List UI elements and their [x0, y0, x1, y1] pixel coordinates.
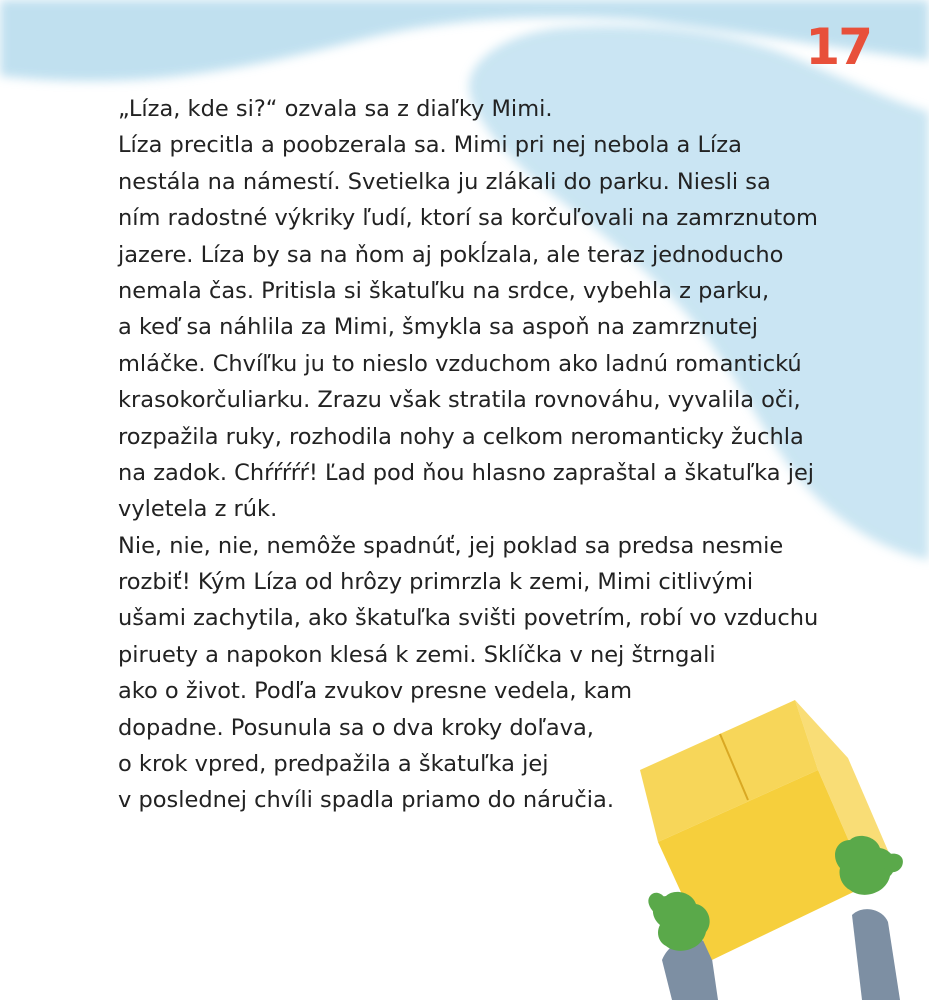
story-line: ušami zachytila, ako škatuľka svišti povetrím, robí vo vzduchu: [118, 605, 819, 632]
story-line: krasokorčuliarku. Zrazu však stratila rovnováhu, vyvalila oči,: [118, 387, 801, 414]
story-line: a keď sa náhlila za Mimi, šmykla sa aspoň na zamrznutej: [118, 314, 759, 341]
story-line: na zadok. Chŕŕŕŕŕ! Ľad pod ňou hlasno zapraštal a škatuľka jej: [118, 459, 815, 486]
story-line: vyletela z rúk.: [118, 496, 278, 523]
story-line: nemala čas. Pritisla si škatuľku na srdce, vybehla z parku,: [118, 277, 770, 304]
right-sleeve: [852, 909, 900, 1000]
story-line: rozpažila ruky, rozhodila nohy a celkom neromanticky žuchla: [118, 423, 804, 450]
story-line: dopadne. Posunula sa o dva kroky doľava,: [118, 714, 594, 741]
right-mitten-thumb: [884, 854, 903, 873]
story-line: Líza precitla a poobzerala sa. Mimi pri nej nebola a Líza: [118, 132, 742, 159]
story-line: o krok vpred, predpažila a škatuľka jej: [118, 751, 549, 778]
story-line: „Líza, kde si?“ ozvala sa z diaľky Mimi.: [118, 96, 553, 122]
story-line: mláčke. Chvíľku ju to nieslo vzduchom ako ladnú romantickú: [118, 350, 802, 377]
story-line: Nie, nie, nie, nemôže spadnúť, jej poklad sa predsa nesmie: [118, 532, 784, 559]
story-line: ním radostné výkriky ľudí, ktorí sa korčuľovali na zamrznutom: [118, 205, 818, 232]
box-and-mittens-illustration: [600, 660, 929, 1000]
story-line: piruety a napokon klesá k zemi. Sklíčka v nej štrngali: [118, 641, 716, 668]
story-line: rozbiť! Kým Líza od hrôzy primrzla k zemi, Mimi citlivými: [118, 569, 754, 596]
story-line: jazere. Líza by sa na ňom aj pokĺzala, ale teraz jednoducho: [118, 241, 784, 268]
page-number: 17: [805, 18, 871, 76]
story-line: nestála na námestí. Svetielka ju zlákali do parku. Niesli sa: [118, 168, 771, 195]
story-line: ako o život. Podľa zvukov presne vedela, kam: [118, 678, 632, 705]
story-line: v poslednej chvíli spadla priamo do náručia.: [118, 787, 614, 814]
